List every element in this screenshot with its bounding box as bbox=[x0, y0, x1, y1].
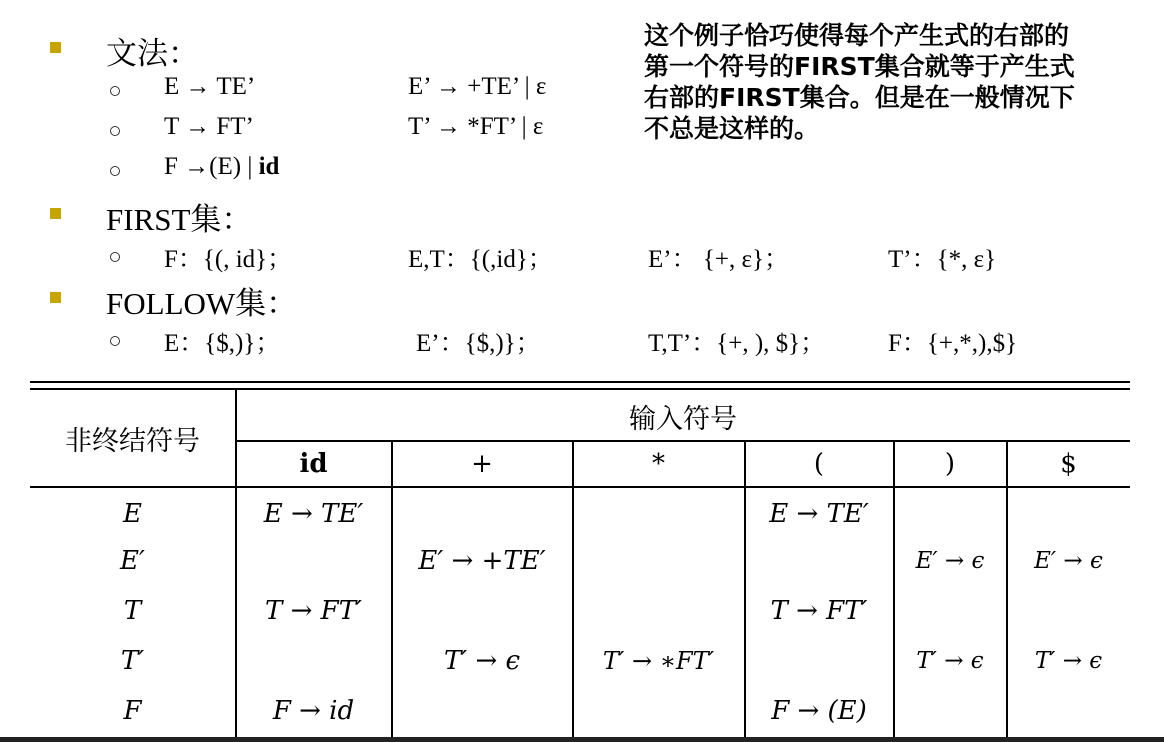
table-cell: T → FT′ bbox=[265, 596, 362, 626]
row-nonterminal: E bbox=[123, 499, 142, 529]
follow-item-e: E：{$,)}； bbox=[164, 330, 281, 357]
bullet-square-icon bbox=[50, 208, 61, 219]
bullet-ring-icon bbox=[110, 252, 120, 262]
note-line: 第一个符号的FIRST集合就等于产生式 bbox=[644, 52, 1075, 81]
column-header-star: * bbox=[652, 449, 665, 479]
table-cell: E → TE′ bbox=[769, 499, 869, 529]
column-header-rparen: ) bbox=[944, 449, 956, 479]
grammar-rule-1-left: E → TE’ bbox=[164, 73, 256, 100]
note-line: 这个例子恰巧使得每个产生式的右部的 bbox=[644, 21, 1070, 50]
follow-item-t: T,T’：{+, ), $}； bbox=[648, 330, 826, 357]
table-cell: T′ → ϵ bbox=[443, 646, 521, 676]
note-text bbox=[644, 20, 1075, 144]
column-header-plus: + bbox=[471, 449, 493, 479]
table-top-rule bbox=[30, 381, 1130, 383]
first-label: FIRST集： bbox=[106, 202, 253, 237]
row-nonterminal: E′ bbox=[120, 546, 145, 576]
nonterminal-header: 非终结符号 bbox=[65, 425, 200, 457]
table-cell: E′ → +TE′ bbox=[418, 546, 546, 576]
header-bottom-line bbox=[30, 486, 1130, 488]
follow-label: FOLLOW集： bbox=[106, 286, 298, 321]
note-line: 不总是这样的。 bbox=[644, 114, 820, 143]
column-header-dollar: $ bbox=[1060, 449, 1077, 479]
row-nonterminal: F bbox=[123, 696, 142, 726]
grammar-rule-2-left: T → FT’ bbox=[164, 113, 254, 140]
follow-item-eprime: E’：{$,)}； bbox=[416, 330, 541, 357]
grammar-rule-3-text: F →(E) | bbox=[164, 153, 259, 180]
first-item-tprime: T’：{*, ε} bbox=[888, 246, 997, 273]
grammar-rule-2-right: T’ → *FT’ | ε bbox=[408, 113, 544, 140]
input-symbols-header: 输入符号 bbox=[629, 403, 737, 435]
table-cell: T → FT′ bbox=[770, 596, 868, 626]
bullet-ring-icon bbox=[110, 126, 120, 136]
bullet-ring-icon bbox=[110, 166, 120, 176]
slide-bottom-bar bbox=[0, 737, 1164, 742]
bullet-square-icon bbox=[50, 42, 61, 53]
grammar-rule-3 bbox=[164, 153, 279, 181]
first-item-et: E,T：{(,id}； bbox=[408, 246, 553, 273]
table-cell: E′ → ϵ bbox=[915, 548, 985, 574]
follow-item-f: F：{+,*,),$} bbox=[888, 330, 1018, 357]
column-header-lparen: ( bbox=[813, 449, 825, 479]
bullet-ring-icon bbox=[110, 336, 120, 346]
grammar-rule-3-bold: id bbox=[258, 153, 280, 180]
column-header-id: id bbox=[299, 449, 328, 479]
table-cell: T′ → ϵ bbox=[1034, 648, 1103, 674]
table-cell: E′ → ϵ bbox=[1034, 548, 1103, 574]
bullet-square-icon bbox=[50, 292, 61, 303]
first-item-f: F：{(, id}； bbox=[164, 246, 293, 273]
table-cell: T′ → ϵ bbox=[916, 648, 984, 674]
grammar-rule-1-right: E’ → +TE’ | ε bbox=[408, 73, 547, 100]
table-cell: F → id bbox=[272, 696, 355, 726]
bullet-ring-icon bbox=[110, 86, 120, 96]
grammar-label: 文法： bbox=[106, 36, 199, 71]
first-item-eprime: E’： {+, ε}； bbox=[648, 246, 789, 273]
note-line: 右部的FIRST集合。但是在一般情况下 bbox=[644, 83, 1075, 112]
table-cell: E → TE′ bbox=[263, 499, 364, 529]
row-nonterminal: T bbox=[123, 596, 142, 626]
table-cell: F → (E) bbox=[771, 696, 867, 726]
row-nonterminal: T′ bbox=[120, 646, 145, 676]
table-cell: T′ → ∗FT′ bbox=[602, 647, 715, 675]
